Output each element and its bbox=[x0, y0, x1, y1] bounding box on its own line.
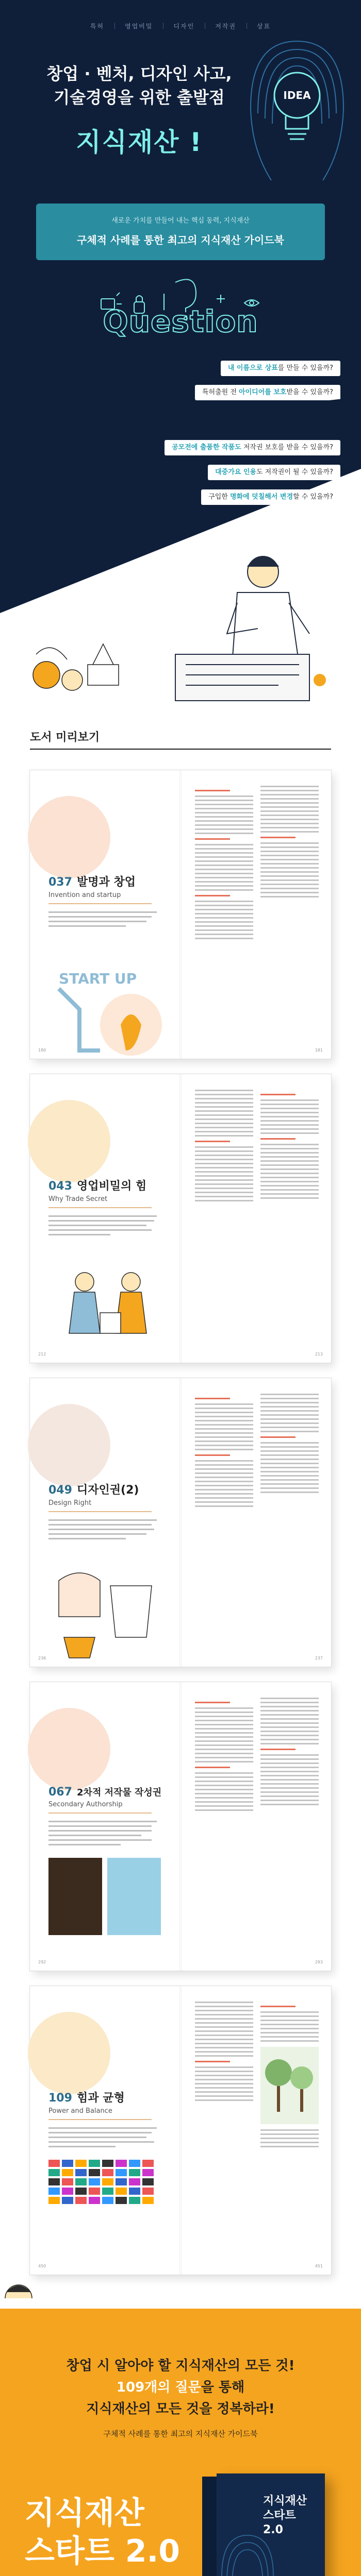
page-number-right: 181 bbox=[315, 1048, 323, 1053]
tag-design: 디자인 bbox=[163, 22, 205, 30]
people-illustration bbox=[48, 1251, 164, 1356]
svg-text:START UP: START UP bbox=[59, 970, 137, 987]
left-page: 043 영업비밀의 힘 Why Trade Secret bbox=[30, 1074, 179, 1363]
book-cover-title: 지식재산 스타트 2.0 bbox=[263, 2495, 307, 2536]
preview-divider bbox=[30, 749, 331, 750]
right-page bbox=[182, 1986, 331, 2275]
design-illustration bbox=[48, 1560, 164, 1665]
question-word: Question bbox=[103, 304, 258, 339]
trees-illustration bbox=[260, 2047, 319, 2124]
questions-section bbox=[0, 438, 361, 716]
svg-text:IDEA: IDEA bbox=[283, 89, 311, 101]
hero-subtitle: 창업 · 벤처, 디자인 사고, 기술경영을 위한 출발점 bbox=[46, 64, 232, 107]
cta-subline: 구체적 사례를 통한 최고의 지식재산 가이드북 bbox=[103, 2429, 258, 2438]
book-title: 지식재산 스타트 2.0 bbox=[25, 2495, 180, 2569]
hero-divider bbox=[0, 376, 361, 438]
left-page bbox=[30, 770, 179, 1059]
chapter-subtitle: Invention and startup bbox=[48, 891, 121, 899]
bottom-cta-section bbox=[0, 2309, 361, 2576]
page-number-left: 180 bbox=[38, 1048, 46, 1053]
chapter-number: 037 bbox=[48, 876, 72, 889]
poster-images bbox=[48, 1858, 164, 1935]
portrait-image bbox=[107, 1858, 161, 1935]
thinking-person-illustration bbox=[21, 510, 340, 706]
hero-section bbox=[0, 0, 361, 438]
question-item: 공모전에 출품한 작품도 저작권 보호를 받을 수 있을까? bbox=[165, 440, 340, 455]
person-peek-illustration bbox=[0, 2275, 361, 2298]
info-box bbox=[36, 204, 325, 260]
hero-title: 지식재산 ! bbox=[76, 127, 203, 157]
right-page bbox=[182, 1074, 331, 1363]
book-spread: 109 힘과 균형 Power and Balance 450 451 bbox=[30, 1986, 331, 2275]
preview-heading: 도서 미리보기 bbox=[30, 731, 100, 744]
tag-trademark: 상표 bbox=[247, 22, 281, 30]
left-page: 067 2차적 저작물 작성권 Secondary Authorship bbox=[30, 1682, 179, 1971]
logo-grid bbox=[48, 2160, 164, 2204]
question-item: 구입한 명화에 덧칠해서 변경할 수 있을까? bbox=[201, 489, 340, 505]
book-cover bbox=[217, 2473, 325, 2576]
left-page: 049 디자인권(2) Design Right bbox=[30, 1378, 179, 1667]
book-spread bbox=[30, 770, 331, 1059]
spacer bbox=[0, 2275, 361, 2298]
info-line1: 새로운 가치를 만들어 내는 핵심 동력, 지식재산 bbox=[111, 217, 250, 225]
preview-header bbox=[0, 716, 361, 755]
cta-headline: 창업 시 알아야 할 지식재산의 모든 것! 109개의 질문을 통해 지식재산의 모든 것을 정복하라! bbox=[66, 2358, 295, 2417]
tag-trade-secret: 영업비밀 bbox=[114, 22, 163, 30]
book-spread: 067 2차적 저작물 작성권 Secondary Authorship 292 293 bbox=[30, 1682, 331, 1971]
right-page bbox=[182, 770, 331, 1059]
topic-tags bbox=[0, 22, 361, 30]
fingerprint-bulb-icon bbox=[240, 31, 354, 185]
tag-copyright: 저작권 bbox=[205, 22, 247, 30]
question-item: 내 이름으로 상표를 만들 수 있을까? bbox=[0, 361, 361, 376]
right-page bbox=[182, 1682, 331, 1971]
movie-poster bbox=[48, 1858, 102, 1935]
chapter-title: 발명과 창업 bbox=[77, 876, 136, 889]
question-item: 대중가요 인용도 저작권이 될 수 있을까? bbox=[208, 465, 340, 480]
start-up-illustration bbox=[48, 947, 164, 1081]
book-spine bbox=[202, 2477, 217, 2576]
question-item: 특허출원 전 아이디어를 보호받을 수 있을까? bbox=[0, 385, 361, 400]
preview-section bbox=[0, 716, 361, 2309]
book-spread: 043 영업비밀의 힘 Why Trade Secret 212 213 bbox=[30, 1074, 331, 1363]
info-line2: 구체적 사례를 통한 최고의 지식재산 가이드북 bbox=[77, 234, 284, 246]
book-spread: 049 디자인권(2) Design Right 236 237 bbox=[30, 1378, 331, 1667]
right-page bbox=[182, 1378, 331, 1667]
left-page: 109 힘과 균형 Power and Balance bbox=[30, 1986, 179, 2275]
tag-patent: 특허 bbox=[90, 23, 105, 30]
